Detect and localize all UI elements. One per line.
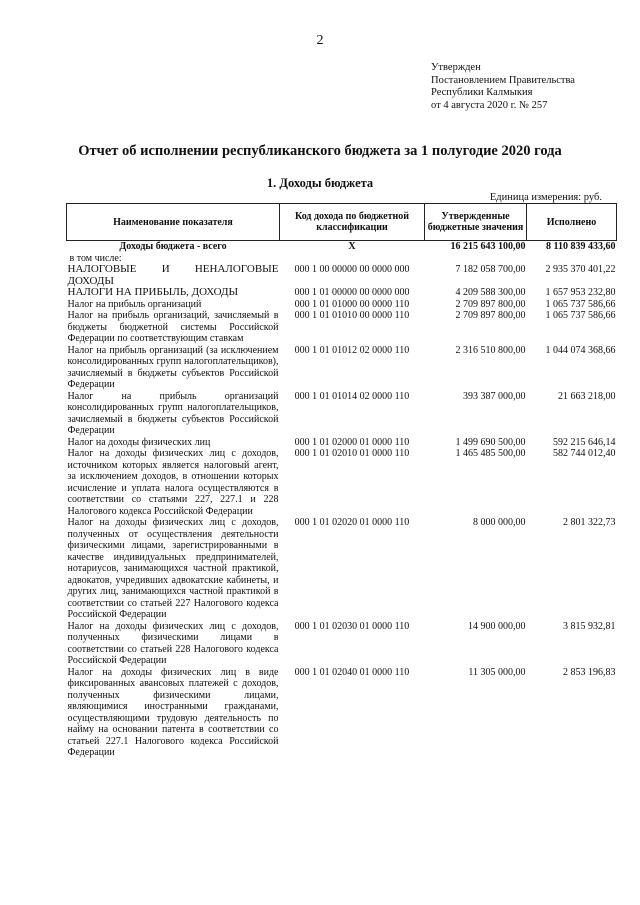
row-approved: [425, 253, 527, 265]
row-name: Налог на доходы физических лиц: [67, 436, 211, 448]
revenue-table: [66, 203, 617, 759]
row-approved: 2 709 897 800,00: [455, 310, 526, 321]
row-approved: 4 209 588 300,00: [455, 287, 526, 298]
row-approved: 11 305 000,00: [468, 666, 526, 678]
header-approved: Утвержденные бюджетные значения: [425, 204, 527, 241]
row-executed: 1 044 074 368,66: [545, 344, 616, 356]
row-name: Налог на доходы физических лиц с доходов, источником которых является налоговый агент, за исключением доходов, в отношении которых исчисление и уплата налога осуществляются в соответствии со статьями 227, 227.1 и 228 Налогового кодекса Российской Федерации: [67, 448, 279, 517]
row-approved: 8 000 000,00: [473, 517, 526, 528]
row-code: 000 1 01 02010 01 0000 110: [294, 448, 410, 459]
row-executed: 8 110 839 433,60: [546, 241, 616, 252]
header-name: Наименование показателя: [67, 204, 280, 241]
row-name: НАЛОГОВЫЕ И НЕНАЛОГОВЫЕ ДОХОДЫ: [67, 263, 279, 287]
row-approved: 1 465 485 500,00: [455, 448, 526, 459]
row-code: 000 1 01 01010 00 0000 110: [294, 310, 410, 321]
row-executed: 2 853 196,83: [563, 666, 616, 678]
section-title: 1. Доходы бюджета: [266, 176, 374, 190]
row-executed: 1 065 737 586,66: [545, 298, 616, 310]
row-approved: 393 387 000,00: [463, 390, 526, 402]
report-title: Отчет об исполнении республиканского бюджета за 1 полугодие 2020 года: [78, 143, 562, 159]
table-row: [67, 448, 617, 517]
row-code: 000 1 00 00000 00 0000 000: [294, 264, 410, 275]
row-code: 000 1 01 01014 02 0000 110: [294, 390, 410, 402]
table-row: [67, 241, 617, 253]
table-row: [67, 299, 617, 311]
row-executed: 592 215 646,14: [553, 436, 616, 448]
approval-line: от 4 августа 2020 г. № 257: [431, 99, 548, 111]
page-number: 2: [316, 33, 324, 48]
row-executed: 1 065 737 586,66: [545, 310, 616, 321]
row-name: Налог на доходы физических лиц с доходов, полученных от осуществления деятельности физическими лицами, зарегистрированными в качестве индивидуальных предпринимателей, нотариусов, занимающихся частной практикой, адвокатов, учредивших адвокатские кабинеты, и других лиц, занимающихся частной практикой в соответствии со статьей 227 Налогового кодекса Российской Федерации: [67, 517, 279, 620]
row-executed: [527, 253, 617, 265]
table-row: [67, 621, 617, 667]
row-executed: 582 744 012,40: [553, 448, 616, 459]
approval-line: Утвержден: [431, 62, 481, 73]
row-code: 000 1 01 02030 01 0000 110: [294, 620, 410, 632]
table-row: [67, 667, 617, 759]
table-row: [67, 310, 617, 345]
table-row: [67, 437, 617, 449]
approval-stamp: [431, 62, 575, 112]
row-name: Налог на доходы физических лиц с доходов, полученных физическими лицами в соответствии со статьей 228 Налогового кодекса Российской Федерации: [67, 620, 279, 666]
row-approved: 16 215 643 100,00: [450, 241, 526, 252]
table-row: [67, 264, 617, 287]
approval-line: Постановлением Правительства: [431, 74, 575, 86]
row-executed: 3 815 932,81: [563, 620, 616, 632]
table-row: [67, 287, 617, 299]
row-name: НАЛОГИ НА ПРИБЫЛЬ, ДОХОДЫ: [67, 286, 239, 298]
row-code: 000 1 01 02000 01 0000 110: [294, 436, 410, 448]
row-name: Налог на прибыль организаций, зачисляемый в бюджеты бюджетной системы Российской Федерации по соответствующим ставкам: [67, 310, 279, 344]
header-executed: Исполнено: [527, 204, 617, 241]
row-code: 000 1 01 01012 02 0000 110: [294, 344, 410, 356]
table-row: [67, 517, 617, 621]
row-code: [280, 253, 425, 265]
approval-line: Республики Калмыкия: [431, 87, 533, 98]
unit-of-measure: Единица измерения: руб.: [489, 192, 602, 203]
row-name: Налог на прибыль организаций консолидированных групп налогоплательщиков, зачисляемый в бюджеты субъектов Российской Федерации: [67, 390, 279, 436]
row-executed: 21 663 218,00: [558, 390, 616, 402]
row-approved: 2 709 897 800,00: [455, 298, 526, 310]
row-code: 000 1 01 00000 00 0000 000: [294, 287, 410, 298]
row-approved: 1 499 690 500,00: [455, 436, 526, 448]
row-code: 000 1 01 02040 01 0000 110: [294, 666, 410, 678]
table-row: [67, 391, 617, 437]
row-code: 000 1 01 02020 01 0000 110: [294, 517, 410, 528]
row-code: 000 1 01 01000 00 0000 110: [294, 298, 410, 310]
table-row: [67, 345, 617, 391]
row-code: X: [348, 241, 356, 252]
row-executed: 2 801 322,73: [563, 517, 616, 528]
row-name: в том числе:: [69, 252, 122, 264]
row-name: Налог на доходы физических лиц в виде фиксированных авансовых платежей с доходов, полученных физическими лицами, являющимися иностранными гражданами, осуществляющими трудовую деятельность по найму на основании патента в соответствии со статьей 227.1 Налогового кодекса Российской Федерации: [67, 666, 279, 758]
row-name: Налог на прибыль организаций: [67, 298, 202, 310]
table-header-row: [67, 204, 617, 241]
row-name: Доходы бюджета - всего: [119, 241, 227, 252]
row-executed: 1 657 953 232,80: [545, 287, 616, 298]
row-executed: 2 935 370 401,22: [545, 264, 616, 275]
row-approved: 2 316 510 800,00: [455, 344, 526, 356]
row-name: Налог на прибыль организаций (за исключением консолидированных групп налогоплательщиков), зачисляемый в бюджеты субъектов Российской Федерации: [67, 344, 279, 390]
header-code: Код дохода по бюджетной классификации: [280, 204, 425, 241]
row-approved: 14 900 000,00: [468, 620, 526, 632]
row-approved: 7 182 058 700,00: [455, 264, 526, 275]
